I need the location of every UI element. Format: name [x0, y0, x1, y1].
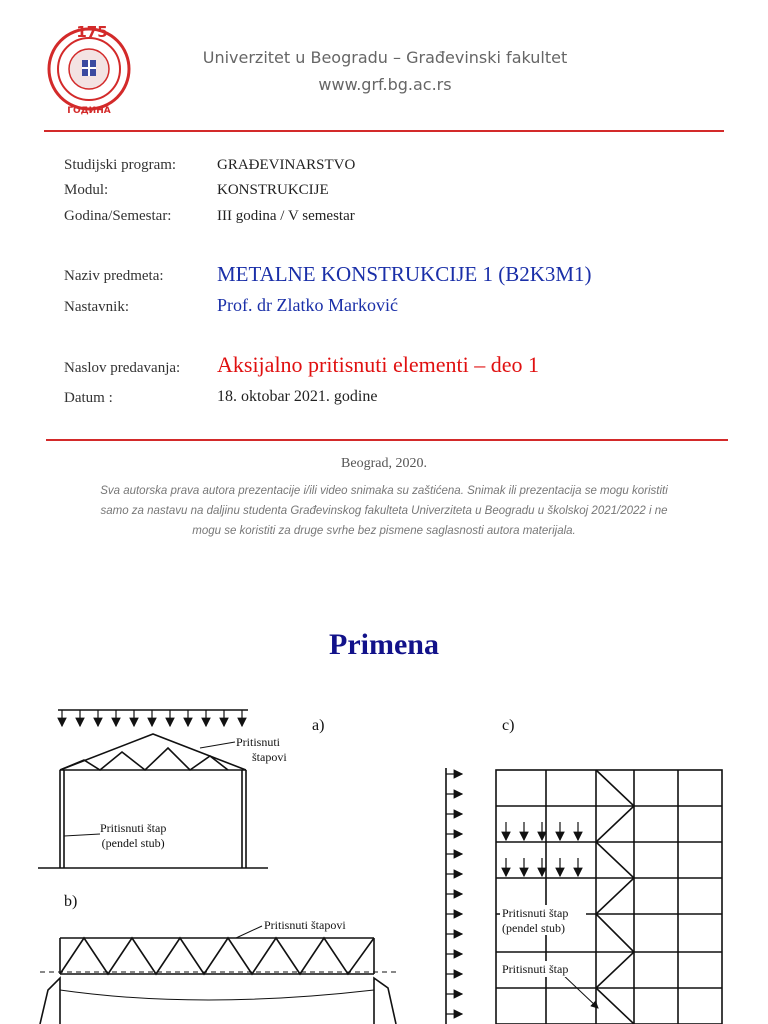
annotation-compressed-member-c: Pritisnuti štap: [502, 962, 569, 976]
figure-c-floor-loads: [506, 822, 578, 876]
university-header: [150, 44, 620, 98]
copyright-line-1: Sva autorska prava autora prezentacije i/ili video snimaka su zaštićena. Snimak ili prezentacija se mogu koristiti: [100, 485, 668, 497]
course-value: METALNE KONSTRUKCIJE 1 (B2K3M1): [217, 262, 592, 286]
program-label: Studijski program:: [64, 157, 177, 173]
module-label: Modul:: [64, 182, 109, 198]
date-value: 18. oktobar 2021. godine: [217, 388, 378, 405]
university-name: Univerzitet u Beogradu – Građevinski fakultet: [202, 48, 568, 67]
structures-figure: [0, 690, 768, 1024]
copyright-line-3: mogu se koristiti za druge svrhe bez pismene saglasnosti autora materijala.: [192, 525, 576, 537]
university-logo: [46, 14, 132, 120]
header-rule: [44, 130, 724, 132]
place-year: Beograd, 2020.: [341, 456, 427, 471]
info-rule: [46, 439, 728, 441]
university-website: www.grf.bg.ac.rs: [318, 75, 452, 94]
logo-number: 175: [76, 23, 108, 41]
copyright-line-2: samo za nastavu na daljinu studenta Građevinskog fakulteta Univerziteta u Beogradu u školskoj 2021/2022 i ne: [100, 505, 668, 517]
program-value: GRAĐEVINARSTVO: [217, 157, 356, 173]
year-label: Godina/Semestar:: [64, 208, 172, 224]
module-value: KONSTRUKCIJE: [217, 182, 329, 198]
figure-c-label: c): [502, 717, 515, 734]
annotation-pendel-column-a: Pritisnuti štap (pendel stub): [100, 821, 167, 850]
teacher-label: Nastavnik:: [64, 299, 129, 315]
annotation-pendel-column-c: Pritisnuti štap (pendel stub): [502, 906, 569, 935]
logo-text: ГОДИНА: [67, 106, 111, 116]
figure-a-loads: [62, 710, 242, 726]
annotation-compressed-members-a: Pritisnuti štapovi: [236, 735, 287, 764]
slide-title: Primena: [329, 628, 439, 661]
lecture-value: Aksijalno pritisnuti elementi – deo 1: [217, 352, 540, 377]
copyright-notice: [40, 481, 728, 541]
course-label: Naziv predmeta:: [64, 268, 164, 284]
year-value: III godina / V semestar: [217, 208, 355, 224]
teacher-value: Prof. dr Zlatko Marković: [217, 295, 398, 315]
date-label: Datum :: [64, 390, 113, 406]
figure-c-side-loads: [446, 774, 462, 1014]
figure-b-label: b): [64, 893, 78, 910]
figure-a-label: a): [312, 717, 325, 734]
lecture-label: Naslov predavanja:: [64, 360, 181, 376]
annotation-compressed-members-b: Pritisnuti štapovi: [264, 918, 346, 932]
